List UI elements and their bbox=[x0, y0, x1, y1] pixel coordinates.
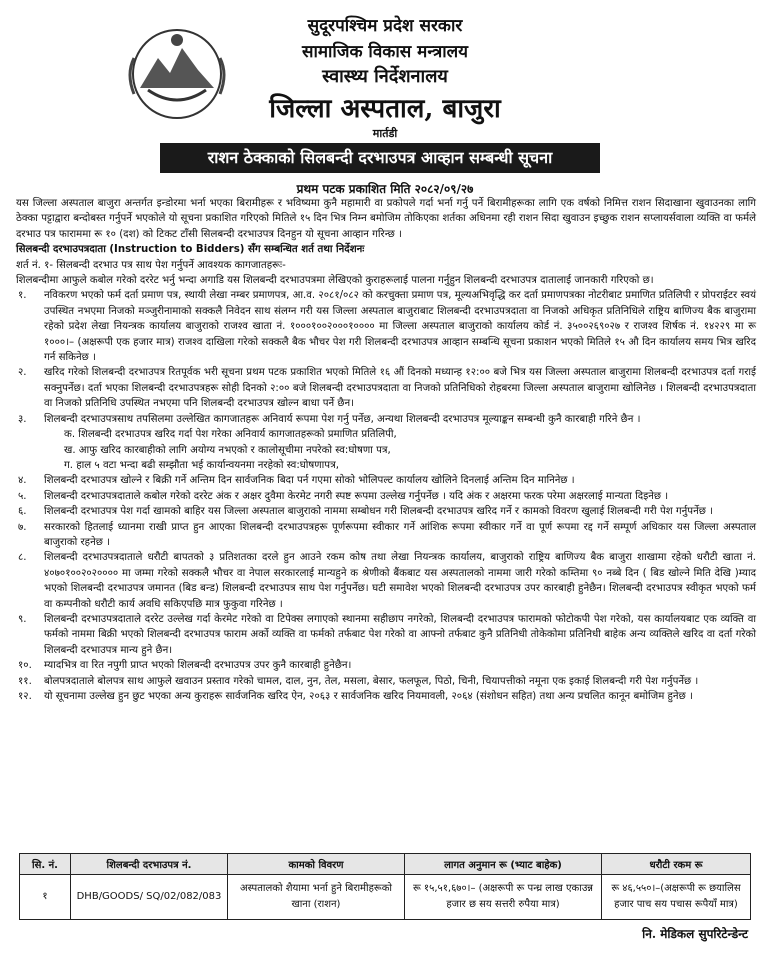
col-header-work: कामको विवरण bbox=[228, 854, 405, 875]
list-item: १२. यो सूचनामा उल्लेख हुन छुट भएका अन्य कुराहरू सार्वजनिक खरिद ऐन, २०६३ र सार्वजनिक खरिद नियमावली, २०६४ (संशोधन सहित) तथा अन्य प्रचलित कानून बमोजिम हुनेछ । bbox=[18, 691, 693, 702]
directorate-name: स्वास्थ्य निर्देशनालय bbox=[322, 66, 448, 87]
list-item: ८. शिलबन्दी दरभाउपत्रदाताले धरौटी बापतको ३ प्रतिशतका दरले हुन आउने रकम कोष तथा लेखा नियन्त्रक कार्यालय, बाजुराको राष्ट्रिय बाणिज्य बैक बाजुरा शाखामा रहेको धरौटी खाता नं. ४०७०१००२०२०००० मा जम्मा गरेको सक्कलै भौचर वा नेपाल सरकारलाई मान्यहुने क श्रेणीको बैंकबाट यस अस्पतालको नाममा जारी गरेको कम्तिमा ९० नब्बे दिन ( बिड खोल्ने मिति देखि )म्याद भएको शिलबन्दी दरभाउपत्र जमानत (बिड बन्ड) शिलबन्दी दरभाउपत्र साथ पेश गर्नुपर्नेछ। घटी समावेश भएको शिलबन्दी दरभाउपत्र उपर कारबाही हुनेछैन। शिलबन्दी दरभाउपत्र स्वीकृत भएको फर्म वा कम्पनीको धरौटी कार्य अवधि सकिएपछि मात्र फुकुवा गरिनेछ । bbox=[18, 552, 757, 610]
condition-1: शर्त नं. १- सिलबन्दी दरभाउ पत्र साथ पेश गर्नुपर्ने आवश्यक कागजातहरूः- bbox=[16, 259, 286, 271]
list-item: ४. शिलबन्दी दरभाउपत्र खोल्ने र बिक्री गर्ने अन्तिम दिन सार्वजनिक बिदा पर्न गएमा सोको भोलिपल्ट कार्यालय खोलिने दिनलाई अन्तिम दिन मानिनेछ । bbox=[18, 475, 575, 487]
conditions-list-2 bbox=[16, 473, 756, 704]
col-header-deposit: धरौटी रकम रू bbox=[602, 854, 751, 875]
cell-bid-no: DHB/GOODS/ SQ/02/082/083 bbox=[71, 875, 228, 920]
list-item: ११. बोलपत्रदाताले बोलपत्र साथ आफुले खवाउन प्रस्ताव गरेको चामल, दाल, नुन, तेल, मसला, बेसार, फलफूल, पिठो, चिनी, चियापत्तीको नमूना एक इकाई शिलबन्दी गरी पेश गर्नुपर्नेछ । bbox=[18, 675, 699, 687]
notice-body bbox=[16, 196, 756, 704]
publish-date: प्रथम पटक प्रकाशित मिति २०८२/०९/२७ bbox=[296, 182, 474, 196]
col-header-cost: लागत अनुमान रू (भ्याट बाहेक) bbox=[405, 854, 602, 875]
bid-table bbox=[19, 853, 751, 920]
sub-item: ग. हाल ५ वटा भन्दा बढी सम्झौता भई कार्यान्वयनमा नरहेको स्व:घोषणापत्र, bbox=[64, 459, 339, 471]
hospital-name: जिल्ला अस्पताल, बाजुरा bbox=[269, 94, 501, 124]
col-header-bid-no: शिलबन्दी दरभाउपत्र नं. bbox=[71, 854, 228, 875]
list-item: १. नविकरण भएको फर्म दर्ता प्रमाण पत्र, स्थायी लेखा नम्बर प्रमाणपत्र, आ.व. २०८१/०८२ को करचुक्ता प्रमाण पत्र, मूल्यअभिवृद्धि कर दर्ता प्रमाणपत्रका नोटरीबाट प्रमाणित प्रतिलिपी र प्रोपराईटर स्वयं उपस्थित नभएमा निजको मञ्जुरीनामाको सक्कलै निवेदन साथ संलग्न गरी यस जिल्ला अस्पताल बाजुराबाट शिलबन्दी दरभाउपत्रदाता वा निजको अधिकृत प्रतिनिधिले राष्ट्रिय बाणिज्य बैक बाजुरामा रहेको प्रदेश लेखा नियन्त्रक कार्यालय बाजुराको राजश्व खाता नं. १०००१००२०००१०००० मा जिल्ला अस्पताल बाजुराको कार्यालय कोर्ड नं. ३५००२६९०२७ र राजश्व शिर्षक नं. १४२२९ मा रू १०००।– (अक्षरूपी एक हजार मात्र) राजश्व दाखिला गरेको सक्कलै बैक भौचर पेश गरी शिलबन्दी दरभाउपत्र आव्हान सम्बन्धि सूचना प्रकाशन भएको मितिले १५ औ दिन कार्यालय समय भित्र खरिद गर्न सकिनेछ । bbox=[18, 290, 756, 364]
cell-cost: रू १५,५१,६७०।– (अक्षरूपी रू पन्ध्र लाख एकाउन्न हजार छ सय सत्तरी रुपैया मात्र) bbox=[405, 875, 602, 920]
document-sublist bbox=[16, 427, 756, 473]
list-item: ६. शिलबन्दी दरभाउपत्र पेश गर्दा खामको बाहिर यस जिल्ला अस्पताल बाजुराको नाममा सम्बोधन गरी शिलबन्दी दरभाउपत्र खरिद गर्ने र कामको विवरण खुलाई शिलबन्दी गरी पेश गर्नुपर्नेछ । bbox=[18, 506, 713, 518]
list-item: ५. शिलबन्दी दरभाउपत्रदाताले कबोल गरेको दररेट अंक र अक्षर दुवैमा केरमेट नगरी स्पष्ट रूपमा उल्लेख गर्नुपर्नेछ । यदि अंक र अक्षरमा फरक परेमा अक्षरलाई मान्यता दिइनेछ । bbox=[18, 490, 669, 502]
hospital-location: मार्तडी bbox=[372, 127, 398, 140]
ministry-name: सामाजिक विकास मन्त्रालय bbox=[301, 42, 469, 62]
signoff: नि. मेडिकल सुपरिटेन्डेन्ट bbox=[642, 927, 748, 941]
list-item: ७. सरकारको हितलाई ध्यानमा राखी प्राप्त हुन आएका शिलबन्दी दरभाउपत्रहरू पूर्णरूपमा स्वीकार गर्ने आंशिक रूपमा स्वीकार गर्ने वा पूर्ण रूपमा रद्द गर्ने सम्पूर्ण अधिकार यस जिल्ला अस्पताल बाजुराको रहनेछ । bbox=[18, 521, 756, 548]
cell-deposit: रू ४६,५५०।–(अक्षरूपी रू छयालिस हजार पाच सय पचास रूपैयाँ मात्र) bbox=[602, 875, 751, 920]
sub-item: क. शिलबन्दी दरभाउपत्र खरिद गर्दा पेश गरेका अनिवार्य कागजातहरूको प्रमाणित प्रतिलिपी, bbox=[64, 429, 397, 441]
list-item: २. खरिद गरेको शिलबन्दी दरभाउपत्र रितपूर्वक भरी सूचना प्रथम पटक प्रकाशित भएको मितिले १६ औं दिनको मध्यान्ह १२:०० बजे भित्र यस जिल्ला अस्पताल बाजुरामा शिलबन्दी दरभाउपत्र दर्ता गराई सक्नुपर्नेछ। दर्ता भएका शिलबन्दी दरभाउपत्रहरू सोही दिनको २:०० बजे शिलबन्दी दरभाउपत्रदाता वा निजको प्रतिनिधिको रोहबरमा जिल्ला अस्पताल बाजुरामा खोलिनेछ । शिलबन्दी दरभाउपत्रदाता वा निजको प्रतिनिधि उपस्थित नभएमा पनि शिलबन्दी दरभाउपत्र खोल्न बाधा पर्ने छैन। bbox=[18, 367, 756, 410]
conditions-list bbox=[16, 288, 756, 427]
govt-name: सुदूरपश्चिम प्रदेश सरकार bbox=[307, 16, 463, 36]
table-header-row bbox=[20, 854, 751, 875]
cell-sn: १ bbox=[20, 875, 71, 920]
condition-1-note: शिलबन्दीमा आफुले कबोल गरेको दररेट भर्नु भन्दा अगाडि यस शिलबन्दी दरभाउपत्रमा लेखिएको कुराहरूलाई पालना गर्नुहुन शिलबन्दी दरभाउपत्र दातालाई जानकारी गरिएको छ। bbox=[16, 275, 654, 287]
instructions-heading: सिलबन्दी दरभाउपत्रदाता (Instruction to Bidders) सँग सम्बन्धित शर्त तथा निर्देशनः bbox=[16, 244, 365, 256]
intro-paragraph: यस जिल्ला अस्पताल बाजुरा अन्तर्गत इन्डोरमा भर्ना भएका बिरामीहरू र भविष्यमा कुनै महामारी वा प्रकोपले गर्दा भर्ना गर्नु पर्ने बिरामीहरूका लागि एक वर्षको निमित्त राशन सिदाखाना खुवाउनका लागि ठेक्का पट्टाद्वारा बन्दोबस्त गर्नुपर्ने भएकोले यो सूचना प्रकाशित गरिएको मितिले १५ दिन भित्र निम्न बमोजिम तोकिएका शर्तका अधिनमा रही राशन सिदा खुवाउन इच्छुक राशन सप्लायर्सवाला व्यक्ति वा फर्मले दरभाउ पत्र फाराममा रू १० (दश) को टिकट टाँसी सिलबन्दी दरभाउपत्र दिनहुन यो सूचना आव्हान गरिन्छ । bbox=[16, 198, 756, 240]
list-item: १०. म्यादभित्र वा रित नपुगी प्राप्त भएको शिलबन्दी दरभाउपत्र उपर कुनै कारबाही हुनेछैन। bbox=[18, 660, 352, 672]
col-header-sn: सि. नं. bbox=[20, 854, 71, 875]
sub-item: ख. आफु खरिद कारबाहीको लागि अयोग्य नभएको र कालोसूचीमा नपरेको स्व:घोषणा पत्र, bbox=[64, 444, 391, 456]
table-row bbox=[20, 875, 751, 920]
cell-work: अस्पतालको शैयामा भर्ना हुने बिरामीहरूको खाना (राशन) bbox=[228, 875, 405, 920]
notice-title: राशन ठेक्काको सिलबन्दी दरभाउपत्र आव्हान सम्बन्धी सूचना bbox=[160, 143, 600, 173]
list-item: ९. शिलबन्दी दरभाउपत्रदाताले दररेट उल्लेख गर्दा केरमेट गरेको वा टिपेक्स लगाएको स्थानमा सहीछाप नगरेको, शिलबन्दी दरभाउपत्र फारामको फोटोकपी पेश गरेको, यस कार्यालयबाट एक व्यक्ति वा फर्मको नाममा बिक्री भएको शिलबन्दी दरभाउपत्र फाराम अर्को व्यक्ति वा फर्मको तर्फबाट पेश गरेको वा आफ्नो तर्फबाट कुनै प्रतिनिधी तोकेकोमा प्रतिनिधी बाहेक अन्य व्यक्तिले खरिद वा दर्ता गरेको शिलबन्दी दरभाउपत्र मान्य हुने छैन। bbox=[18, 613, 756, 656]
list-item: ३. शिलबन्दी दरभाउपत्रसाथ तपसिलमा उल्लेखित कागजातहरू अनिवार्य रूपमा पेश गर्नु पर्नेछ, अन्यथा शिलबन्दी दरभाउपत्र मूल्याङ्कन सम्बन्धी कुनै कारबाही गरिने छैन । bbox=[18, 413, 641, 425]
